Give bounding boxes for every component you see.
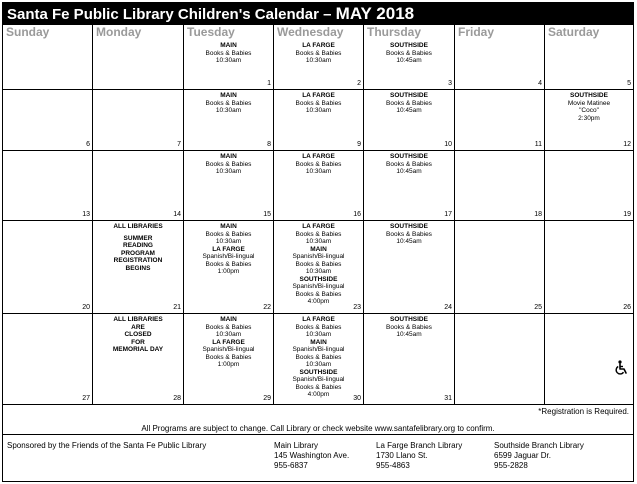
day-header-monday: Monday [93,25,184,40]
event [274,276,363,306]
event-detail: 2:30pm [578,114,600,122]
event-detail: Books & Babies [386,49,432,57]
date-number: 24 [444,304,452,311]
event-title: ALL LIBRARIES [113,223,163,230]
event [184,153,273,176]
event-title: MAIN [310,338,327,346]
branch-main [274,441,349,471]
date-number: 12 [623,141,631,148]
calendar-cell [93,314,184,405]
calendar-cell [93,151,184,221]
event-detail: 10:30am [305,268,332,275]
event [93,250,183,258]
calendar-cell [364,151,455,221]
event-title: LA FARGE [302,42,335,49]
event-title: READING [123,242,153,249]
event [93,346,183,354]
cell-events [3,314,92,316]
branch-phone: 955-6837 [274,461,308,470]
event-title: MAIN [310,245,327,253]
event-title: SOUTHSIDE [570,92,608,99]
event-detail: Books & Babies [205,99,252,107]
branch-phone: 955-4863 [376,461,410,470]
cell-events [3,151,92,153]
event-title: REGISTRATION [113,257,163,264]
date-number: 7 [177,141,181,148]
sponsor-text: Sponsored by the Friends of the Santa Fe Public Library [7,441,207,450]
event-detail: Books & Babies [295,99,342,107]
calendar-cell [3,40,93,90]
event [184,223,273,246]
event-detail: 1:00pm [217,268,240,275]
event-detail: Books & Babies [295,260,342,268]
event [93,265,183,273]
cell-events [455,90,544,92]
cell-events [184,151,273,176]
date-number: 6 [86,141,90,148]
date-number: 3 [448,80,452,87]
calendar-cell [184,40,274,90]
date-number: 15 [263,211,271,218]
date-number: 13 [82,211,90,218]
event-title: LA FARGE [212,338,245,346]
date-number: 1 [267,80,271,87]
cell-events [274,221,363,306]
event-detail: 1:00pm [217,361,240,368]
calendar-cell [3,90,93,151]
event-title: BEGINS [125,264,151,272]
notes-row [3,405,633,435]
event [274,92,363,115]
day-header-saturday: Saturday [548,25,600,39]
cell-events [93,221,183,272]
date-number: 29 [263,395,271,402]
cell-events [545,221,633,223]
cell-events [364,90,454,115]
branch-address: 1730 Llano St. [376,451,428,460]
event [93,231,183,243]
calendar-cell [184,221,274,314]
branch-address: 145 Washington Ave. [274,451,350,460]
event-title: MAIN [220,223,237,230]
event [184,246,273,276]
event-title: MAIN [220,316,237,323]
date-number: 20 [82,304,90,311]
event-detail: 10:30am [305,168,332,175]
date-number: 2 [357,80,361,87]
calendar-cell [274,314,364,405]
event-detail: 10:30am [215,168,242,175]
event-detail: 10:45am [396,238,422,245]
event-title: CLOSED [124,331,152,338]
event-detail: 10:30am [215,107,242,114]
cell-events [93,40,183,42]
registration-note: *Registration is Required. [538,407,629,416]
event-title: SOUTHSIDE [299,275,338,283]
event-title: PROGRAM [121,249,155,257]
cell-events [93,151,183,153]
cell-events [545,90,633,122]
calendar-cell [455,151,545,221]
calendar-cell [184,314,274,405]
event-title: LA FARGE [302,92,335,99]
calendar-cell [364,314,455,405]
day-header-thursday: Thursday [364,25,455,40]
event [93,324,183,332]
event [364,316,454,339]
calendar-cell [545,40,633,90]
event-detail: Spanish/Bi-lingual [292,283,345,290]
date-number: 18 [534,211,542,218]
calendar-cell [184,90,274,151]
event [364,153,454,176]
event-detail: 10:30am [215,331,242,338]
event [184,316,273,339]
branch-phone: 955-2828 [494,461,528,470]
day-header-friday: Friday [455,25,545,40]
branch-la-farge [376,441,462,471]
cell-events [274,151,363,176]
event-detail: Books & Babies [205,160,252,168]
calendar-cell [364,40,455,90]
event [274,153,363,176]
event-detail: Books & Babies [295,230,342,238]
event-title: SOUTHSIDE [390,153,428,160]
cell-events [93,90,183,92]
event-title: MAIN [220,42,237,49]
event-title: SOUTHSIDE [299,368,338,376]
event-detail: Spanish/Bi-lingual [292,253,345,260]
cell-events [3,40,92,42]
calendar-cell [545,314,633,405]
wheelchair-accessibility-icon [613,360,629,376]
date-number: 5 [627,80,631,87]
date-number: 25 [534,304,542,311]
calendar-cell [3,151,93,221]
event-detail: Books & Babies [386,99,432,107]
day-header-tuesday: Tuesday [184,25,274,40]
event [93,331,183,339]
cell-events [364,221,454,246]
event [274,339,363,369]
calendar-cell [3,221,93,314]
event-detail: Books & Babies [386,323,432,331]
cell-events [364,314,454,339]
date-number: 30 [353,395,361,402]
event-detail: 10:30am [305,361,332,368]
branch-name: Southside Branch Library [494,441,584,450]
calendar-cell [545,151,633,221]
event-detail: Spanish/Bi-lingual [202,346,255,353]
event-detail: Books & Babies [205,260,252,268]
event-detail: 10:45am [396,168,422,175]
date-number: 9 [357,141,361,148]
event-title: SOUTHSIDE [390,92,428,99]
cell-events [455,40,544,42]
branch-address: 6599 Jaguar Dr. [494,451,551,460]
event [93,257,183,265]
date-number: 16 [353,211,361,218]
event-title: MEMORIAL DAY [112,346,164,353]
date-number: 8 [267,141,271,148]
event-detail: Books & Babies [386,160,432,168]
cell-events [184,90,273,115]
event-detail: 10:30am [215,57,242,64]
event [274,223,363,246]
cell-events [274,314,363,399]
event [93,316,183,324]
calendar-cell [3,314,93,405]
calendar-cell [184,151,274,221]
event-detail: Movie Matinee [567,99,611,107]
event [274,316,363,339]
cell-events [455,151,544,153]
branch-southside [494,441,584,471]
event-title: SUMMER [123,234,153,242]
event-detail: Spanish/Bi-lingual [292,346,345,353]
date-number: 22 [263,304,271,311]
cell-events [364,151,454,176]
calendar-cell [274,221,364,314]
calendar-cell [93,221,184,314]
event-detail: 10:45am [396,331,422,338]
event-title: LA FARGE [212,245,245,253]
date-number: 17 [444,211,452,218]
event-detail: Books & Babies [295,160,342,168]
event-title: ARE [131,323,145,331]
event-title: ALL LIBRARIES [113,316,163,323]
event-title: LA FARGE [302,153,335,160]
event-detail: 4:00pm [307,298,330,305]
date-number: 23 [353,304,361,311]
date-number: 4 [538,80,542,87]
event-title: MAIN [220,153,237,160]
event-detail: 10:30am [305,331,332,338]
date-number: 11 [534,141,542,148]
event-detail: Books & Babies [205,49,252,57]
event-detail: 10:45am [396,107,422,114]
event-detail: 10:30am [215,238,242,245]
date-number: 27 [82,395,90,402]
calendar-cell [455,221,545,314]
calendar-cell [274,40,364,90]
event-detail: 10:30am [305,238,332,245]
cell-events [455,314,544,316]
cell-events [274,90,363,115]
event-detail: Books & Babies [386,230,432,238]
event [184,42,273,65]
cell-events [93,314,183,354]
calendar-cell [545,221,633,314]
event-detail: Books & Babies [205,323,252,331]
event-detail: Spanish/Bi-lingual [292,376,345,383]
title-prefix: Santa Fe Public Library Children's Calendar – [7,6,336,23]
event-detail: 10:45am [396,57,422,64]
event [545,92,633,122]
calendar-cell [364,221,455,314]
change-note: All Programs are subject to change. Call Library or check website www.santafelibrary.org to confirm. [141,424,495,433]
event-title: LA FARGE [302,223,335,230]
event-detail: Books & Babies [295,290,342,298]
cell-events [184,314,273,369]
cell-events [184,221,273,276]
event [184,339,273,369]
event [93,339,183,347]
date-number: 31 [444,395,452,402]
title-month: MAY 2018 [335,4,415,23]
calendar-cell [93,40,184,90]
event [274,42,363,65]
cell-events [545,40,633,42]
event [274,246,363,276]
date-number: 10 [444,141,452,148]
event-title: SOUTHSIDE [390,223,428,230]
event-detail: 4:00pm [307,391,330,398]
date-number: 21 [173,304,181,311]
event [364,223,454,246]
event-title: MAIN [220,92,237,99]
calendar-cell [274,90,364,151]
cell-events [364,40,454,65]
date-number: 28 [173,395,181,402]
event-title: FOR [131,338,145,346]
event-detail: Books & Babies [295,323,342,331]
event [93,242,183,250]
cell-events [545,151,633,153]
cell-events [184,40,273,65]
event-detail: Books & Babies [205,353,252,361]
branch-name: Main Library [274,441,319,450]
event-title: SOUTHSIDE [390,42,428,49]
day-header-sunday: Sunday [3,25,93,40]
calendar-cell [455,90,545,151]
event-detail: Books & Babies [205,230,252,238]
event-detail: Books & Babies [295,383,342,391]
branch-name: La Farge Branch Library [376,441,463,450]
calendar-cell [93,90,184,151]
calendar-title [3,3,633,25]
event [364,42,454,65]
event [184,92,273,115]
event-title: LA FARGE [302,316,335,323]
calendar-cell [364,90,455,151]
event-detail: Spanish/Bi-lingual [202,253,255,260]
event [274,369,363,399]
event [93,223,183,231]
cell-events [545,314,633,316]
event-title: SOUTHSIDE [390,316,428,323]
date-number: 19 [623,211,631,218]
event-detail: 10:30am [305,57,332,64]
event-detail: Books & Babies [295,49,342,57]
calendar-cell [455,314,545,405]
cell-events [3,90,92,92]
day-header-wednesday: Wednesday [274,25,364,40]
event-detail: "Coco" [579,107,599,114]
cell-events [455,221,544,223]
event-detail: 10:30am [305,107,332,114]
date-number: 14 [173,211,181,218]
calendar-frame [2,2,634,482]
cell-events [3,221,92,223]
cell-events [274,40,363,65]
event [364,92,454,115]
event-detail: Books & Babies [295,353,342,361]
calendar-cell [545,90,633,151]
date-number: 26 [623,304,631,311]
calendar-cell [455,40,545,90]
calendar-cell [274,151,364,221]
